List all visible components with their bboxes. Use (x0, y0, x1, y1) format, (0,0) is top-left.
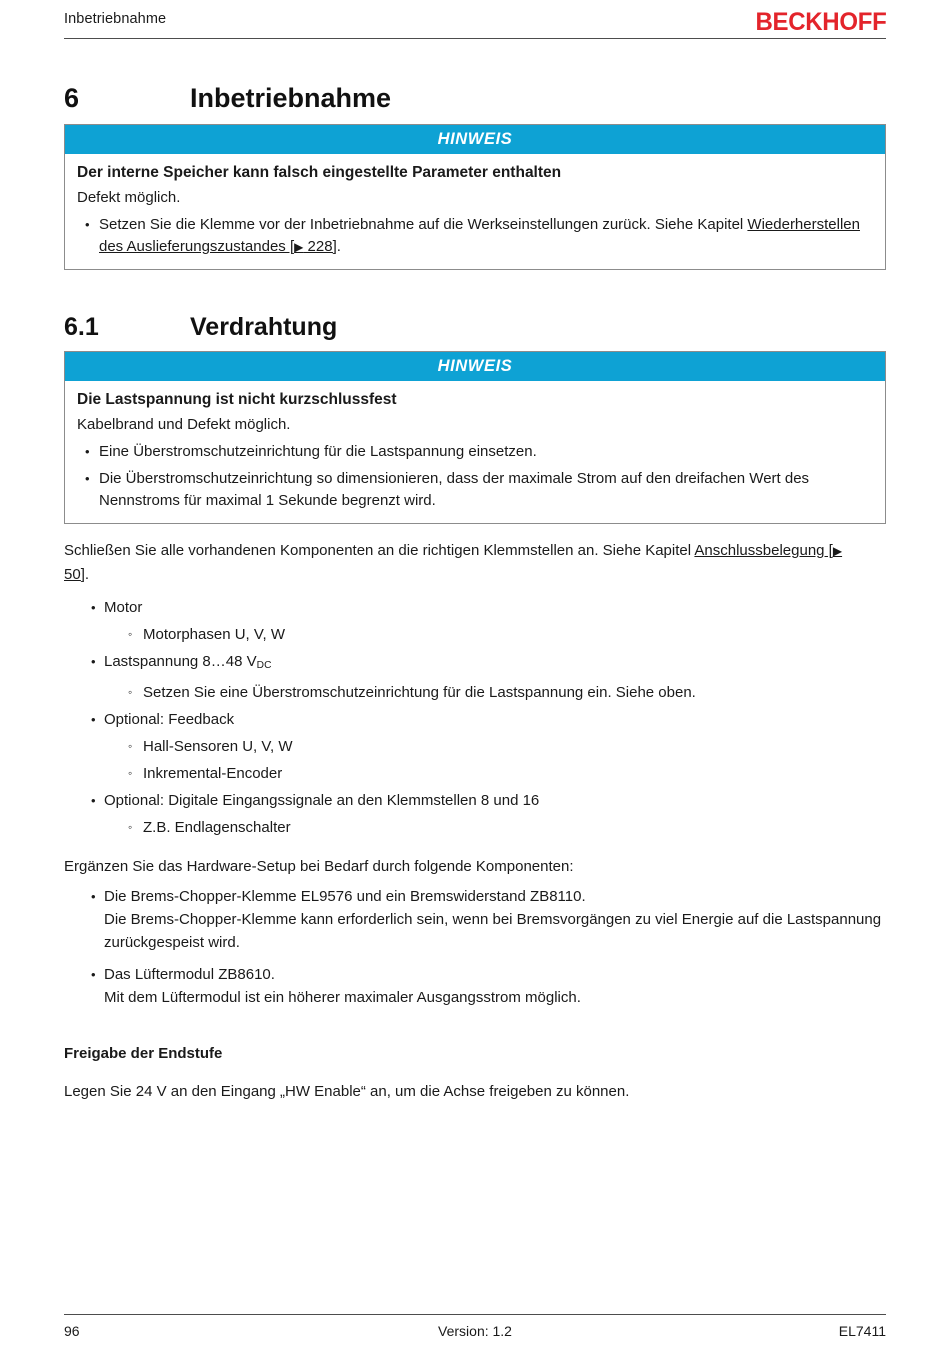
footer-page-number: 96 (64, 1323, 80, 1339)
enable-paragraph: Legen Sie 24 V an den Eingang „HW Enable“ an, um die Achse freigeben zu können. (64, 1083, 630, 1101)
header-chapter-title: Inbetriebnahme (64, 11, 167, 27)
notice-bullet-text-end: . (336, 238, 341, 255)
page-header (64, 0, 886, 52)
list-item (64, 648, 886, 706)
subsection-heading-enable: Freigabe der Endstufe (64, 1045, 223, 1063)
chapter-title: Inbetriebnahme (190, 83, 392, 113)
notice-subtitle: Kabelbrand und Defekt möglich. (77, 416, 291, 433)
wiring-sublist (104, 621, 886, 648)
list-item: ◦ Motorphasen U, V, W (104, 621, 886, 648)
notice-bullet-item (77, 214, 873, 258)
link-label: Anschlussbelegung [ (694, 542, 833, 559)
notice-body (65, 154, 885, 269)
footer-product: EL7411 (838, 1323, 886, 1339)
list-item (64, 706, 886, 787)
notice-band-label: HINWEIS (65, 125, 885, 154)
components-intro: Ergänzen Sie das Hardware-Setup bei Bedarf durch folgende Komponenten: (64, 858, 574, 876)
notice-bullet-text: Setzen Sie die Klemme vor der Inbetriebnahme auf die Werkseinstellungen zurück. Siehe Kapitel (99, 216, 748, 233)
page-footer (64, 1314, 886, 1341)
wiring-sublist (104, 679, 886, 706)
chapter-number: 6 (64, 83, 80, 113)
notice-bullet-item: • Eine Überstromschutzeinrichtung für die Lastspannung einsetzen. (77, 441, 873, 463)
notice-bullet-item: • Die Überstromschutzeinrichtung so dimensionieren, dass der maximale Strom auf den dreifachen Wert des Nennstroms für maximal 1 Sekunde begrenzt wird. (77, 468, 873, 512)
section-number: 6.1 (64, 313, 99, 341)
notice-title: Die Lastspannung ist nicht kurzschlussfest (77, 391, 397, 408)
components-list (64, 885, 886, 1009)
list-item: ◦ Hall-Sensoren U, V, W (104, 733, 886, 760)
intro-text: Schließen Sie alle vorhandenen Komponenten an die richtigen Klemmstellen an. Siehe Kapitel (64, 542, 695, 559)
component-line-1: Die Brems-Chopper-Klemme EL9576 und ein Bremswiderstand ZB8110. (104, 888, 586, 906)
intro-paragraph (64, 539, 854, 586)
list-item: ◦ Inkremental-Encoder (104, 760, 886, 787)
footer-version: Version: 1.2 (438, 1323, 512, 1339)
list-item (64, 787, 886, 841)
list-item-label: Motor (104, 599, 143, 616)
list-item-label: Optional: Feedback (104, 711, 235, 729)
link-close: ] (332, 238, 337, 255)
notice-body (65, 381, 885, 523)
link-arrow-icon: ▶ (832, 544, 843, 558)
list-item (64, 963, 886, 1009)
section-heading (64, 312, 886, 342)
notice-band-label: HINWEIS (65, 352, 885, 381)
notice-box-memory (64, 124, 886, 270)
list-item (64, 885, 886, 954)
notice-title: Der interne Speicher kann falsch eingestellte Parameter enthalten (77, 164, 562, 181)
link-close: ] (80, 566, 85, 583)
component-line-2: Die Brems-Chopper-Klemme kann erforderlich sein, wenn bei Bremsvorgängen zu viel Energie auf die Lastspannung zurückgespeist wird. (104, 911, 882, 952)
notice-bullet-list (77, 214, 873, 258)
link-label: Wiederherstellen des Auslieferungszustandes [ (99, 216, 860, 255)
notice-subtitle: Defekt möglich. (77, 189, 181, 206)
list-item-label: Optional: Digitale Eingangssignale an den Klemmstellen 8 und 16 (104, 792, 540, 810)
section-title: Verdrahtung (190, 313, 338, 341)
beckhoff-logo: BECKHOFF (754, 8, 886, 36)
wiring-sublist (104, 733, 886, 787)
list-item-label-subscript: DC (256, 660, 272, 672)
notice-box-load-voltage (64, 351, 886, 524)
component-line-2: Mit dem Lüftermodul ist ein höherer maximaler Ausgangsstrom möglich. (104, 989, 581, 1007)
chapter-heading (64, 82, 886, 114)
footer-divider (64, 1314, 886, 1315)
footer-row (64, 1322, 886, 1341)
list-item: ◦ Setzen Sie eine Überstromschutzeinrichtung für die Lastspannung ein. Siehe oben. (104, 679, 886, 706)
component-line-1: Das Lüftermodul ZB8610. (104, 966, 275, 984)
list-item: ◦ Z.B. Endlagenschalter (104, 814, 886, 841)
notice-bullet-list (77, 441, 873, 512)
list-item-label: Lastspannung 8…48 V (104, 653, 257, 670)
link-arrow-icon: ▶ (294, 240, 304, 254)
wiring-list (64, 594, 886, 841)
intro-text-end: . (84, 566, 90, 583)
list-item (64, 594, 886, 648)
link-page: 228 (303, 238, 333, 255)
link-page: 50 (64, 566, 81, 583)
header-divider (64, 38, 886, 39)
wiring-sublist (104, 814, 886, 841)
